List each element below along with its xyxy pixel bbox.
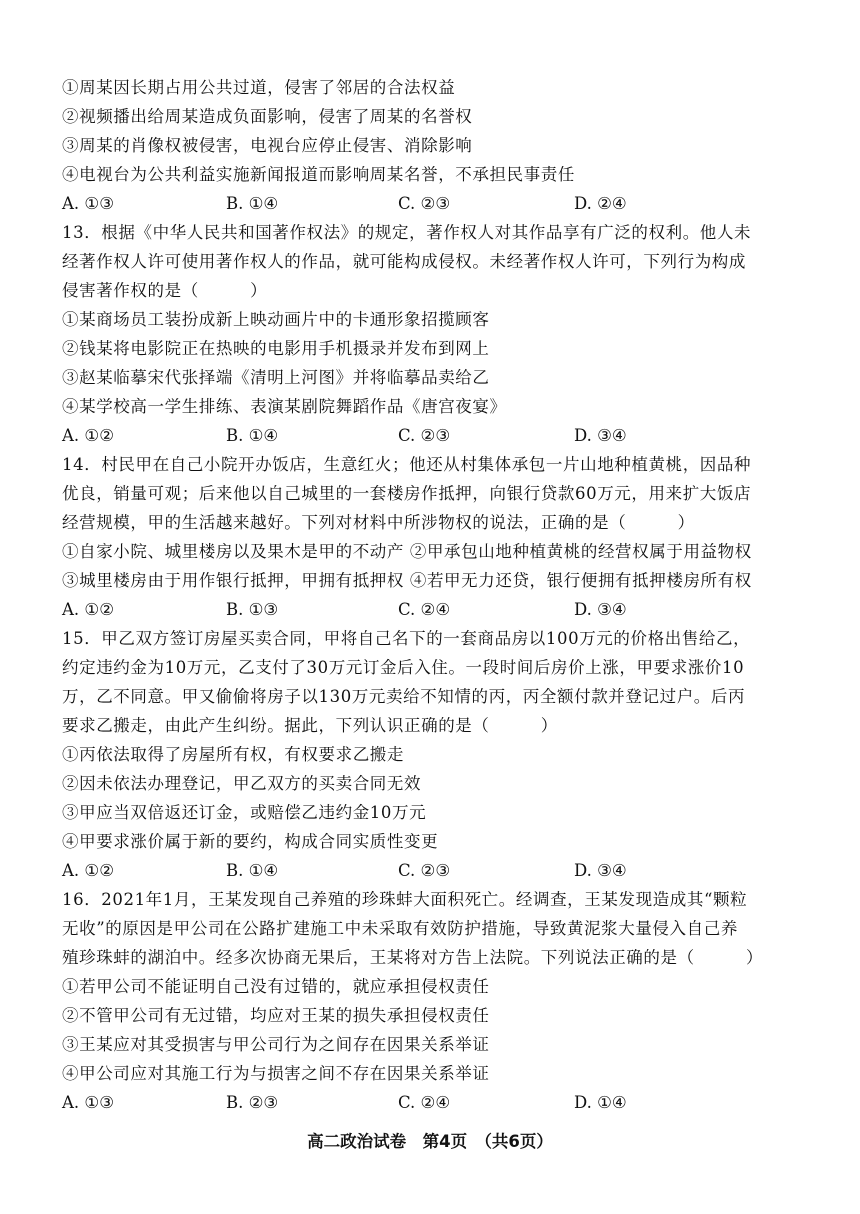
q13-option-a: A. ①②: [62, 426, 114, 445]
q14-option-b: B. ①③: [226, 600, 279, 619]
q12-item-4: ④电视台为公共利益实施新闻报道而影响周某名誉，不承担民事责任: [62, 165, 575, 184]
q15-stem-line-4: 要求乙搬走，由此产生纠纷。据此，下列认识正确的是（ ）: [62, 716, 558, 735]
q15-option-d: D. ③④: [574, 861, 627, 880]
page-footer: 高二政治试卷 第4页 （共6页）: [307, 1132, 553, 1151]
q13-item-3: ③赵某临摹宋代张择端《清明上河图》并将临摹品卖给乙: [62, 368, 490, 387]
q15-stem-line-2: 约定违约金为10万元，乙支付了30万元订金后入住。一段时间后房价上涨，甲要求涨价10: [62, 658, 745, 677]
q15-item-1: ①丙依法取得了房屋所有权，有权要求乙搬走: [62, 745, 404, 764]
q14-stem-line-2: 优良，销量可观；后来他以自己城里的一套楼房作抵押，向银行贷款60万元，用来扩大饭店: [62, 484, 752, 503]
q12-option-b: B. ①④: [226, 194, 279, 213]
q12-item-3: ③周某的肖像权被侵害，电视台应停止侵害、消除影响: [62, 136, 473, 155]
q16-stem-line-1: 16．2021年1月，王某发现自己养殖的珍珠蚌大面积死亡。经调查，王某发现造成其“颗粒: [62, 890, 748, 909]
q15-stem-line-3: 万，乙不同意。甲又偷偷将房子以130万元卖给不知情的丙，丙全额付款并登记过户。后丙: [62, 687, 746, 706]
q14-items-line-2: ③城里楼房由于用作银行抵押，甲拥有抵押权 ④若甲无力还贷，银行便拥有抵押楼房所有权: [62, 571, 752, 590]
q16-option-a: A. ①③: [62, 1093, 114, 1112]
q13-option-c: C. ②③: [398, 426, 451, 445]
q16-stem-line-3: 殖珍珠蚌的湖泊中。经多次协商无果后，王某将对方告上法院。下列说法正确的是（ ）: [62, 948, 764, 967]
q12-item-1: ①周某因长期占用公共过道，侵害了邻居的合法权益: [62, 78, 456, 97]
q12-option-c: C. ②③: [398, 194, 451, 213]
q16-option-c: C. ②④: [398, 1093, 451, 1112]
q16-stem-line-2: 无收”的原因是甲公司在公路扩建施工中未采取有效防护措施，导致黄泥浆大量侵入自己养: [62, 919, 738, 938]
q13-stem-line-1: 13．根据《中华人民共和国著作权法》的规定，著作权人对其作品享有广泛的权利。他人未: [62, 223, 752, 242]
q15-option-b: B. ①④: [226, 861, 279, 880]
q16-item-2: ②不管甲公司有无过错，均应对王某的损失承担侵权责任: [62, 1006, 490, 1025]
q13-option-d: D. ③④: [574, 426, 627, 445]
q14-items-line-1: ①自家小院、城里楼房以及果木是甲的不动产 ②甲承包山地种植黄桃的经营权属于用益物权: [62, 542, 752, 561]
q16-option-d: D. ①④: [574, 1093, 627, 1112]
q13-option-b: B. ①④: [226, 426, 279, 445]
q15-option-c: C. ②③: [398, 861, 451, 880]
q14-option-a: A. ①②: [62, 600, 114, 619]
q14-stem-line-3: 经营规模，甲的生活越来越好。下列对材料中所涉物权的说法，正确的是（ ）: [62, 513, 695, 532]
q13-stem-line-3: 侵害著作权的是（ ）: [62, 281, 268, 300]
q14-option-c: C. ②④: [398, 600, 451, 619]
q16-item-3: ③王某应对其受损害与甲公司行为之间存在因果关系举证: [62, 1035, 490, 1054]
q13-item-2: ②钱某将电影院正在热映的电影用手机摄录并发布到网上: [62, 339, 490, 358]
q15-item-2: ②因未依法办理登记，甲乙双方的买卖合同无效: [62, 774, 422, 793]
q15-item-4: ④甲要求涨价属于新的要约，构成合同实质性变更: [62, 832, 439, 851]
q12-item-2: ②视频播出给周某造成负面影响，侵害了周某的名誉权: [62, 107, 473, 126]
q16-item-4: ④甲公司应对其施工行为与损害之间不存在因果关系举证: [62, 1064, 490, 1083]
q16-option-b: B. ②③: [226, 1093, 279, 1112]
q16-item-1: ①若甲公司不能证明自己没有过错的，就应承担侵权责任: [62, 977, 490, 996]
q15-item-3: ③甲应当双倍返还订金，或赔偿乙违约金10万元: [62, 803, 427, 822]
q14-stem-line-1: 14．村民甲在自己小院开办饭店，生意红火；他还从村集体承包一片山地种植黄桃，因品种: [62, 455, 752, 474]
q13-item-1: ①某商场员工装扮成新上映动画片中的卡通形象招揽顾客: [62, 310, 490, 329]
q15-stem-line-1: 15．甲乙双方签订房屋买卖合同，甲将自己名下的一套商品房以100万元的价格出售给乙，: [62, 629, 751, 648]
q14-option-d: D. ③④: [574, 600, 627, 619]
q15-option-a: A. ①②: [62, 861, 114, 880]
q13-stem-line-2: 经著作权人许可使用著作权人的作品，就可能构成侵权。未经著作权人许可，下列行为构成: [62, 252, 746, 271]
q12-option-d: D. ②④: [574, 194, 627, 213]
q13-item-4: ④某学校高一学生排练、表演某剧院舞蹈作品《唐宫夜宴》: [62, 397, 507, 416]
q12-option-a: A. ①③: [62, 194, 114, 213]
